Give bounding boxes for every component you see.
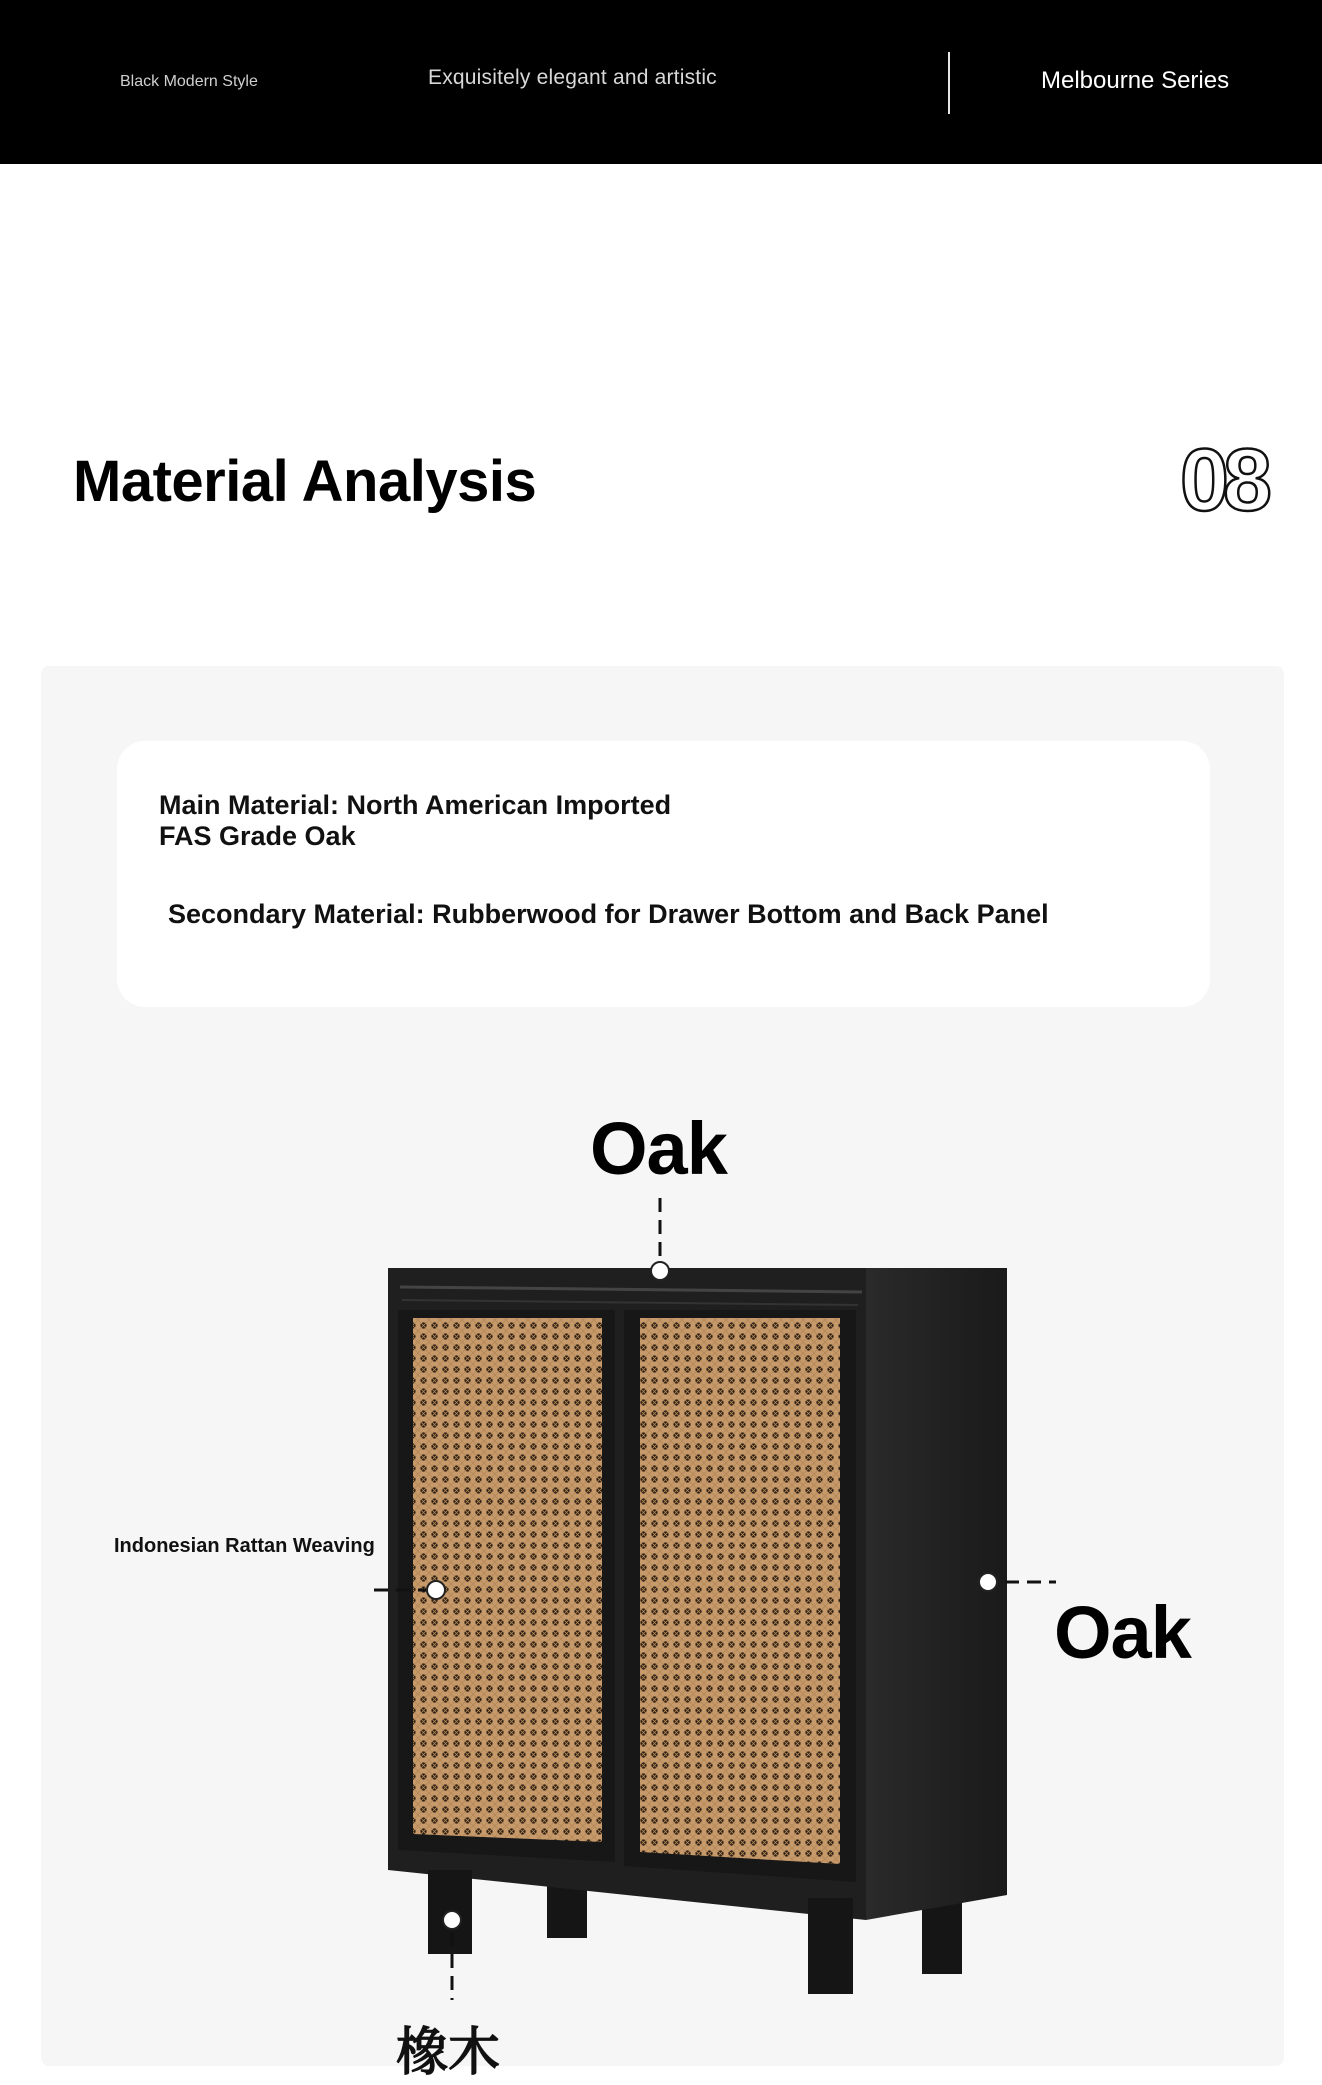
section-title: Material Analysis bbox=[73, 449, 537, 514]
callout-label-right: Oak bbox=[1054, 1591, 1191, 1674]
header-style-label: Black Modern Style bbox=[120, 73, 258, 90]
main-material-line-2: FAS Grade Oak bbox=[159, 821, 356, 851]
header-series-name: Melbourne Series bbox=[1041, 67, 1230, 94]
callout-label-left: Indonesian Rattan Weaving bbox=[114, 1535, 375, 1557]
header-tagline: Exquisitely elegant and artistic bbox=[428, 66, 717, 89]
callout-dot-left bbox=[427, 1581, 445, 1599]
callout-dot-top bbox=[651, 1262, 669, 1280]
secondary-material-text: Secondary Material: Rubberwood for Drawer Bottom and Back Panel bbox=[168, 899, 1049, 929]
callout-dot-bottom bbox=[443, 1911, 461, 1929]
section-number: 08 bbox=[1180, 430, 1266, 529]
main-material-line-1: Main Material: North American Imported bbox=[159, 790, 672, 820]
cabinet-side-panel bbox=[866, 1268, 1007, 1920]
callout-dot-right bbox=[979, 1573, 997, 1591]
callout-label-top: Oak bbox=[590, 1107, 727, 1190]
rattan-panel-right bbox=[640, 1318, 840, 1864]
callout-label-bottom: 橡木 bbox=[396, 2023, 501, 2083]
cabinet-leg-front-right bbox=[808, 1898, 853, 1994]
rattan-panel-left bbox=[413, 1318, 602, 1842]
